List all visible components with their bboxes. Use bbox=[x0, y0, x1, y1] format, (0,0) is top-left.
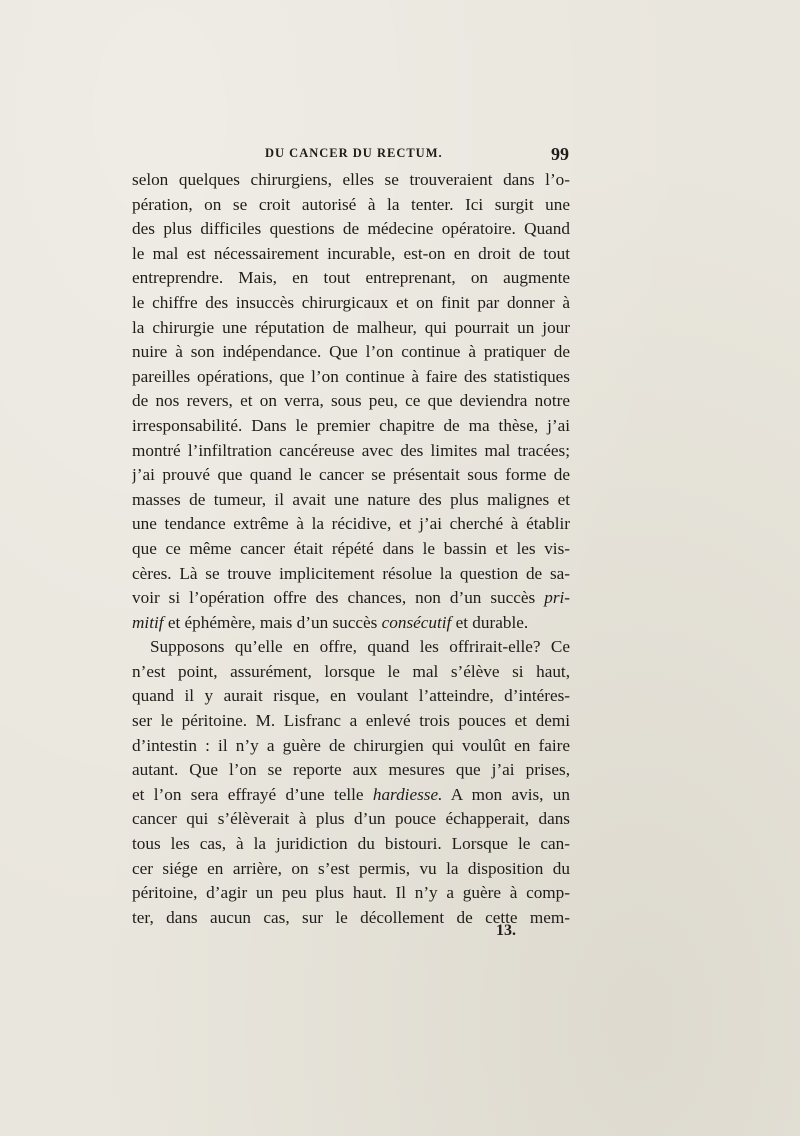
text-line: pareilles opérations, que l’on continue à faire des statistiques bbox=[132, 366, 570, 386]
text-line: tous les cas, à la juridiction du bistouri. Lorsque le can- bbox=[132, 834, 570, 854]
text-segment: et éphémère, mais d’un succès bbox=[167, 612, 378, 632]
text-line: péritoine, d’agir un peu plus haut. Il n’y a guère à comp- bbox=[132, 883, 570, 903]
text-line: pération, on se croit autorisé à la tenter. Ici surgit une bbox=[132, 194, 570, 214]
text-line: d’intestin : il n’y a guère de chirurgien qui voulût en faire bbox=[132, 735, 570, 755]
text-line: la chirurgie une réputation de malheur, qui pourrait un jour bbox=[132, 317, 570, 337]
page-number: 99 bbox=[551, 144, 569, 164]
text-line: cer siége en arrière, on s’est permis, vu la disposition du bbox=[132, 858, 570, 878]
italic-word: pri- bbox=[544, 588, 570, 608]
text-line: quand il y aurait risque, en voulant l’atteindre, d’intéres- bbox=[132, 686, 570, 706]
text-line: une tendance extrême à la récidive, et j’ai cherché à établir bbox=[132, 514, 570, 534]
text-line: entreprendre. Mais, en tout entreprenant, on augmente bbox=[132, 268, 570, 288]
text-line: irresponsabilité. Dans le premier chapitre de ma thèse, j’ai bbox=[132, 415, 570, 435]
page-header bbox=[133, 144, 569, 166]
text-line: cères. Là se trouve implicitement résolue la question de sa- bbox=[132, 563, 570, 583]
text-line: le mal est nécessairement incurable, est-on en droit de tout bbox=[132, 243, 570, 263]
text-segment: et l’on sera effrayé d’une telle bbox=[132, 784, 364, 804]
text-line bbox=[132, 783, 570, 808]
text-line: des plus difficiles questions de médecine opératoire. Quand bbox=[132, 219, 570, 239]
text-line: j’ai prouvé que quand le cancer se présentait sous forme de bbox=[132, 465, 570, 485]
italic-word: hardiesse. bbox=[372, 784, 443, 804]
text-line: ter, dans aucun cas, sur le décollement de cette mem- bbox=[132, 907, 570, 927]
text-line: montré l’infiltration cancéreuse avec des limites mal tracées; bbox=[132, 440, 570, 460]
text-line bbox=[132, 611, 570, 636]
text-line: cancer qui s’élèverait à plus d’un pouce échapperait, dans bbox=[132, 809, 570, 829]
italic-word: consécutif bbox=[381, 612, 452, 632]
text-segment: et durable. bbox=[455, 612, 529, 632]
text-line: que ce même cancer était répété dans le bassin et les vis- bbox=[132, 538, 570, 558]
signature-mark: 13. bbox=[496, 922, 516, 939]
text-line: n’est point, assurément, lorsque le mal s’élève si haut, bbox=[132, 661, 570, 681]
text-segment: voir si l’opération offre des chances, non d’un succès bbox=[132, 588, 536, 608]
text-line: le chiffre des insuccès chirurgicaux et on finit par donner à bbox=[132, 292, 570, 312]
text-line: de nos revers, et on verra, sous peu, ce que deviendra notre bbox=[132, 391, 570, 411]
text-line: selon quelques chirurgiens, elles se trouveraient dans l’o- bbox=[132, 170, 570, 189]
running-head: DU CANCER DU RECTUM. bbox=[265, 146, 443, 160]
body-text bbox=[132, 168, 570, 930]
text-line bbox=[132, 586, 570, 611]
text-line: autant. Que l’on se reporte aux mesures que j’ai prises, bbox=[132, 760, 570, 780]
text-line: masses de tumeur, il avait une nature des plus malignes et bbox=[132, 489, 570, 509]
text-line: nuire à son indépendance. Que l’on continue à pratiquer de bbox=[132, 342, 570, 362]
italic-word: mitif bbox=[132, 612, 164, 632]
text-line: Supposons qu’elle en offre, quand les offrirait-elle? Ce bbox=[150, 637, 570, 657]
text-line: ser le péritoine. M. Lisfranc a enlevé trois pouces et demi bbox=[132, 711, 570, 731]
text-segment: A mon avis, un bbox=[450, 784, 570, 804]
